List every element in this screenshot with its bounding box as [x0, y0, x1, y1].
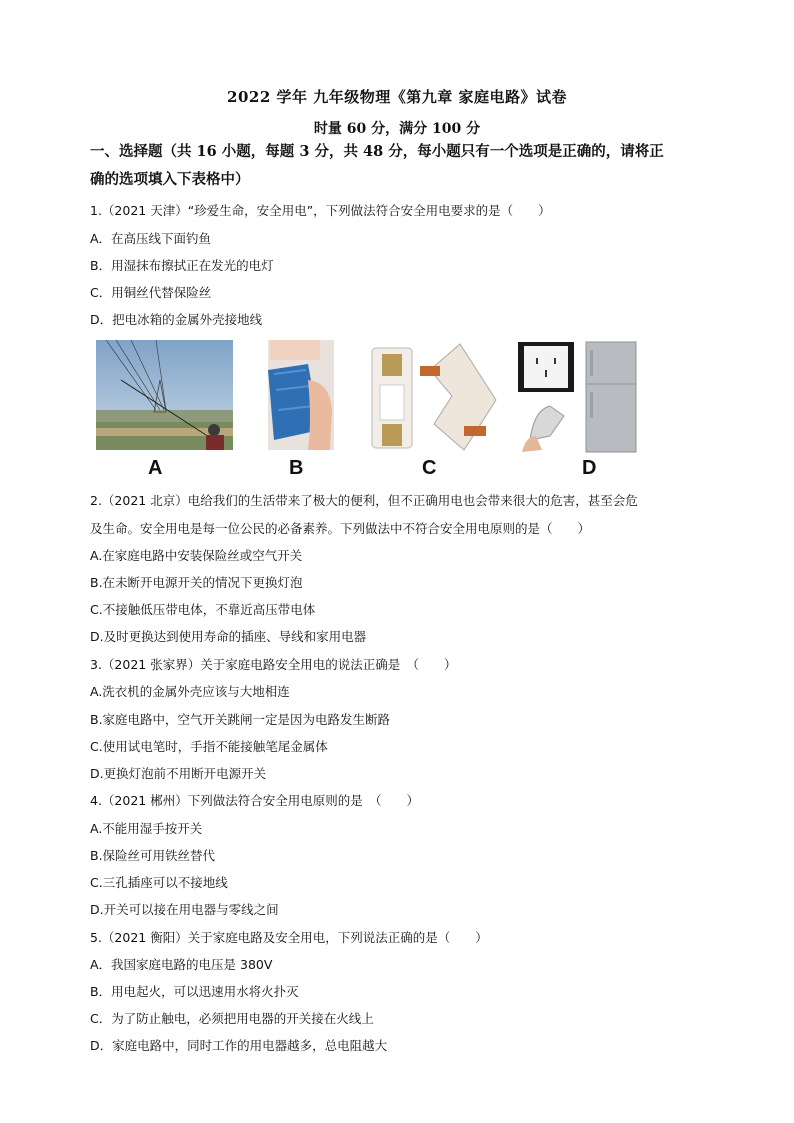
exam-subtitle: 时量 60 分，满分 100 分 — [313, 121, 481, 137]
q4-option-b: B.保险丝可用铁丝替代 — [90, 848, 216, 863]
q5-option-a: A．我国家庭电路的电压是 380V — [90, 957, 273, 972]
figure-label-b: B — [289, 457, 304, 479]
q2-option-d: D.及时更换达到使用寿命的插座、导线和家用电器 — [90, 629, 367, 644]
q5-option-b: B．用电起火，可以迅速用水将火扑灭 — [90, 984, 299, 999]
q4-option-c: C.三孔插座可以不接地线 — [90, 875, 228, 890]
exam-title: 2022 学年 九年级物理《第九章 家庭电路》试卷 — [227, 88, 567, 106]
q3-option-d: D.更换灯泡前不用断开电源开关 — [90, 766, 267, 781]
q2-stem-line-2: 及生命。安全用电是每一位公民的必备素养。下列做法中不符合安全用电原则的是（ ） — [90, 521, 591, 536]
q2-stem-line-1: 2.（2021 北京）电给我们的生活带来了极大的便利，但不正确用电也会带来很大的危害，甚至会危 — [90, 493, 638, 508]
section-heading — [90, 138, 710, 194]
q1-option-d: D．把电冰箱的金属外壳接地线 — [90, 312, 263, 327]
q5-option-c: C．为了防止触电，必须把用电器的开关接在火线上 — [90, 1011, 374, 1026]
fuse-holder-image — [368, 340, 504, 455]
q3-option-a: A.洗衣机的金属外壳应该与大地相连 — [90, 684, 290, 699]
q1-stem: 1.（2021 天津）“珍爱生命，安全用电”，下列做法符合安全用电要求的是（ ） — [90, 203, 551, 218]
q5-stem: 5.（2021 衡阳）关于家庭电路及安全用电，下列说法正确的是（ ） — [90, 930, 488, 945]
wet-cloth-wiping-image — [268, 340, 334, 450]
section-heading-line-2: 确的选项填入下表格中） — [90, 171, 250, 188]
q5-option-d: D．家庭电路中，同时工作的用电器越多，总电阻越大 — [90, 1038, 388, 1053]
q1-option-a: A．在高压线下面钓鱼 — [90, 231, 212, 246]
q3-option-c: C.使用试电笔时，手指不能接触笔尾金属体 — [90, 739, 328, 754]
q4-stem: 4.（2021 郴州）下列做法符合安全用电原则的是 （ ） — [90, 793, 419, 808]
fishing-under-powerline-image — [96, 340, 233, 450]
q3-option-b: B.家庭电路中，空气开关跳闸一定是因为电路发生断路 — [90, 712, 391, 727]
figure-label-d: D — [582, 457, 597, 479]
q2-option-a: A.在家庭电路中安装保险丝或空气开关 — [90, 548, 303, 563]
section-heading-line-1: 一、选择题（共 16 小题，每题 3 分，共 48 分，每小题只有一个选项是正确的，请将正 — [90, 143, 664, 160]
q1-option-b: B．用湿抹布擦拭正在发光的电灯 — [90, 258, 274, 273]
q4-option-a: A.不能用湿手按开关 — [90, 821, 203, 836]
q1-figure-row — [96, 340, 646, 485]
figure-label-a: A — [148, 457, 163, 479]
q3-stem: 3.（2021 张家界）关于家庭电路安全用电的说法正确是 （ ） — [90, 657, 457, 672]
q2-option-c: C.不接触低压带电体，不靠近高压带电体 — [90, 602, 316, 617]
socket-and-refrigerator-image — [516, 340, 640, 455]
q2-option-b: B.在未断开电源开关的情况下更换灯泡 — [90, 575, 303, 590]
q4-option-d: D.开关可以接在用电器与零线之间 — [90, 902, 279, 917]
q1-option-c: C．用铜丝代替保险丝 — [90, 285, 212, 300]
figure-label-c: C — [422, 457, 437, 479]
